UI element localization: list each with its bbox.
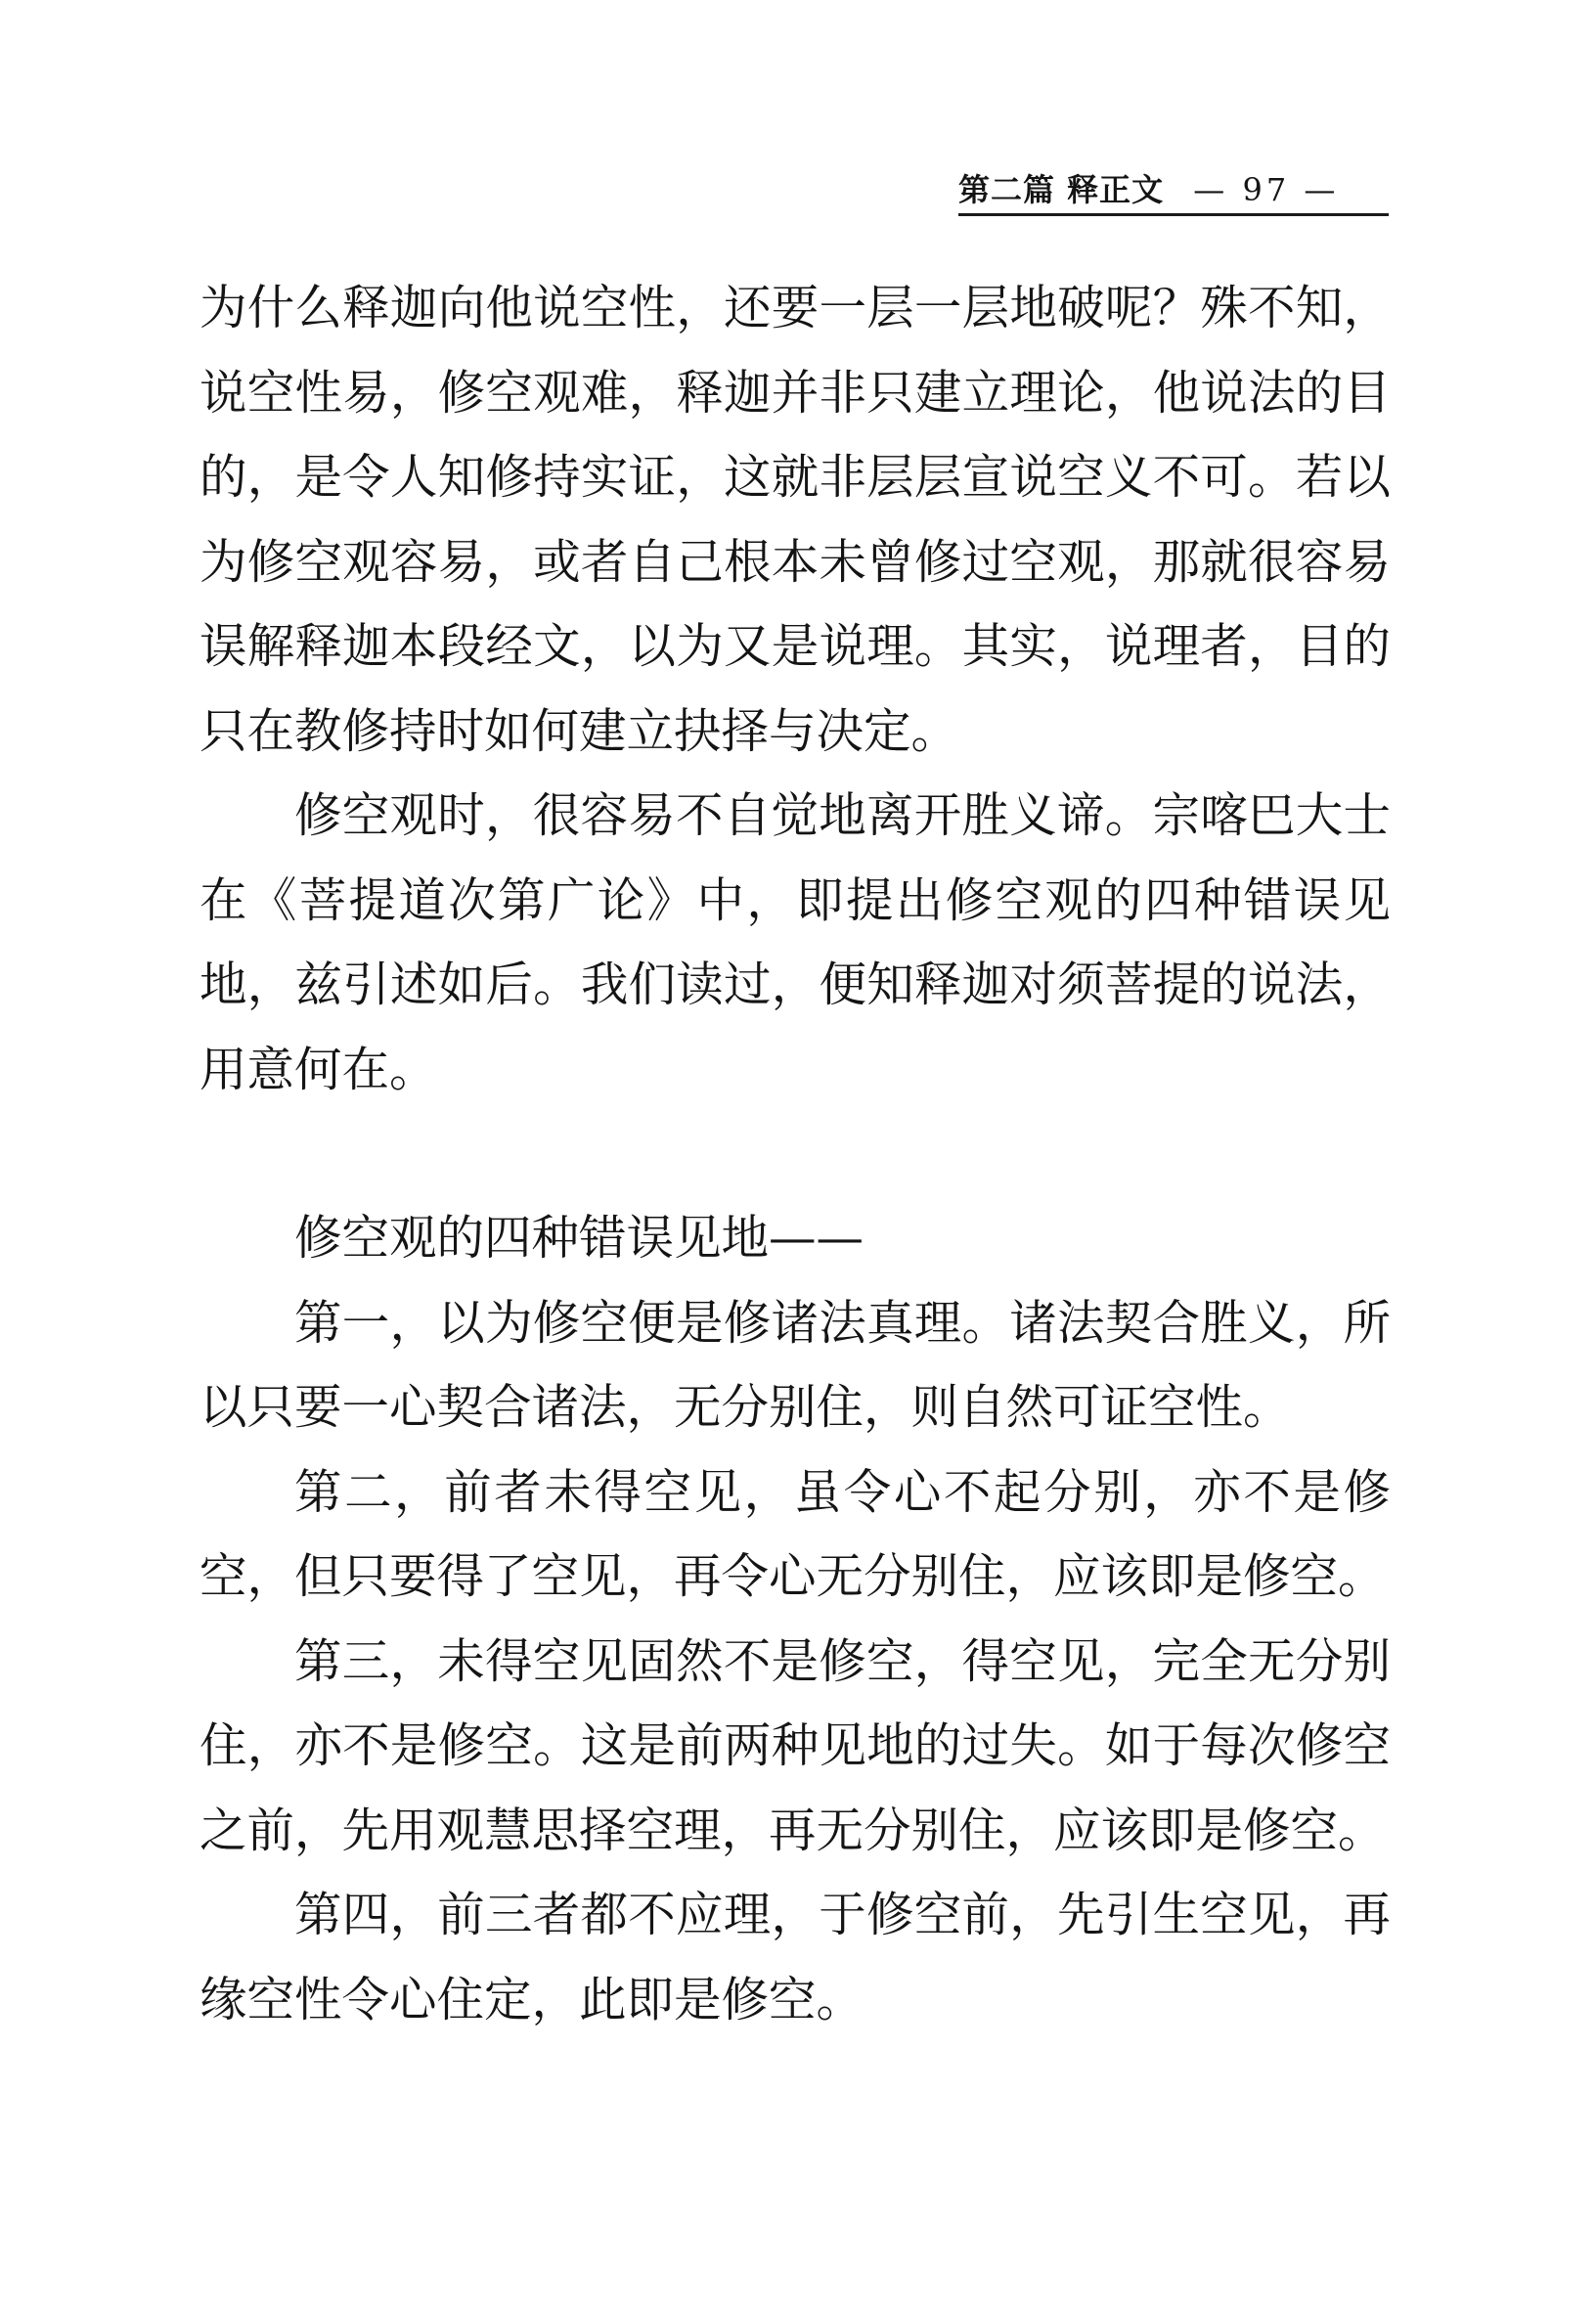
section-title: 第二篇 释正文	[958, 171, 1165, 208]
point-item: 第四，前三者都不应理，于修空前，先引生空见，再缘空性令心住定，此即是修空。	[200, 1888, 1391, 2027]
subheading: 修空观的四种错误见地——	[294, 1211, 864, 1266]
paragraph: 修空观时，很容易不自觉地离开胜义谛。宗喀巴大士在《菩提道次第广论》中，即提出修空观的四种错误见地，兹引述如后。我们读过，便知释迦对须菩提的说法，用意何在。	[200, 788, 1391, 1097]
paragraph: 为什么释迦向他说空性，还要一层一层地破呢？殊不知，说空性易，修空观难，释迦并非只建立理论，他说法的目的，是令人知修持实证，这就非层层宣说空义不可。若以为修空观容易，或者自己根本未曾修过空观，那就很容易误解释迦本段经文，以为又是说理。其实，说理者，目的只在教修持时如何建立抉择与决定。	[200, 281, 1391, 759]
point-item: 第三，未得空见固然不是修空，得空见，完全无分别住，亦不是修空。这是前两种见地的过失。如于每次修空之前，先用观慧思择空理，再无分别住，应该即是修空。	[200, 1633, 1391, 1858]
point-item: 第一，以为修空便是修诸法真理。诸法契合胜义，所以只要一心契合诸法，无分别住，则自然可证空性。	[200, 1295, 1391, 1435]
point-item: 第二，前者未得空见，虽令心不起分别，亦不是修空，但只要得了空见，再令心无分别住，应该即是修空。	[200, 1464, 1391, 1604]
body-text	[200, 266, 1391, 2042]
page-number: — 97 —	[1193, 171, 1340, 208]
running-header	[958, 166, 1389, 216]
